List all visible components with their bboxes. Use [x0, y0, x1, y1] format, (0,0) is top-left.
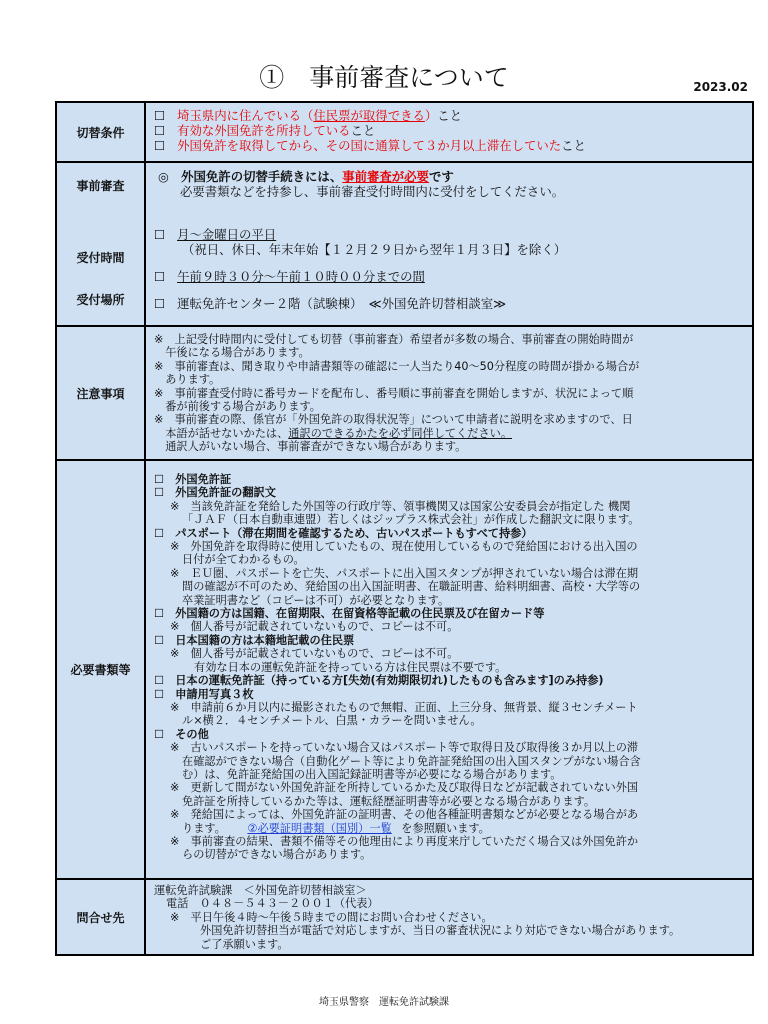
days-note: （祝日、休日、年末年始【１２月２９日から翌年１月３日】を除く） [182, 242, 567, 257]
note-line: ※ 上記受付時間内に受付しても切替（事前審査）希望者が多数の場合、事前審査の開始時間が [154, 333, 634, 346]
note-line: あります。 [154, 373, 221, 387]
info-table [55, 101, 754, 956]
note-line: 午後になる場合があります。 [154, 346, 310, 360]
contact-line: ご了承願います。 [200, 937, 289, 951]
condition-item: ☐ 外国免許を取得してから、その国に通算して３か月以上滞在していたこと [154, 138, 586, 153]
doc-line: ☐ その他 [154, 727, 209, 741]
note-line: 番が前後する場合があります。 [154, 400, 321, 414]
checkbox-icon: ☐ [154, 227, 166, 242]
documents-row [56, 460, 753, 879]
page-title: ① 事前審査について [259, 63, 509, 92]
doc-line: ☐ 日本の運転免許証（持っている方[失効(有効期限切れ)したものも含みます]のみ持参) [154, 674, 604, 688]
contact-body [145, 879, 753, 955]
doc-line: ☐ 外国免許証 [154, 473, 232, 486]
doc-line: 卒業証明書など（コピーは不可）が必要となります。 [182, 593, 450, 607]
hours-line: ☐ 午前９時３０分～午前１０時００分までの間 [154, 269, 425, 284]
document-date: 2023.02 [693, 80, 748, 94]
prescreen-heading: ◎ 外国免許の切替手続きには、事前審査が必要です [158, 169, 454, 184]
contact-line: 外国免許切替担当が電話で対応しますが、当日の審査状況により対応できない場合があります。 [200, 924, 681, 938]
note-line: 本語が話せないかたは、通訳のできるかたを必ず同伴してください。 [154, 426, 513, 440]
certificate-list-link[interactable]: ②必要証明書類（国別）一覧 [247, 821, 392, 835]
doc-line: ル×横２．４センチメートル、白黒・カラーを問いません。 [182, 714, 482, 728]
doc-line: ります。 ②必要証明書類（国別）一覧 を参照願います。 [182, 821, 490, 835]
doc-line: 有効な日本の運転免許証を持っている方は住民票は不要です。 [194, 660, 507, 674]
conditions-body [145, 102, 753, 162]
notes-label: 注意事項 [56, 326, 145, 460]
doc-line: ※ 古いパスポートを持っていない場合又はパスポート等で取得日及び取得後３か月以上の滞 [170, 741, 639, 755]
doc-line: ※ 当該免許証を発給した外国等の行政庁等、領事機関又は国家公安委員会が指定した 機関 [170, 499, 631, 513]
contact-line: ※ 平日午後４時～午後５時までの間にお問い合わせください。 [170, 910, 493, 924]
contact-line: 運転免許試験課 ＜外国免許切替相談室＞ [154, 884, 367, 897]
prescreen-body [145, 162, 753, 326]
conditions-row [56, 102, 753, 162]
footer-issuer: 埼玉県警察 運転免許試験課 [319, 997, 449, 1008]
doc-line: ☐ 日本国籍の方は本籍地記載の住民票 [154, 633, 355, 647]
checkbox-icon: ☐ [154, 123, 166, 138]
doc-line: ※ 個人番号が記載されていないもので、コピーは不可。 [170, 620, 459, 634]
doc-line: 間の確認が不可のため、発給国の出入国証明書、在職証明書、給料明細書、高校・大学等の [182, 580, 641, 594]
doc-line: ※ 個人番号が記載されていないもので、コピーは不可。 [170, 647, 459, 661]
contact-label: 問合せ先 [56, 879, 145, 955]
place-label: 受付場所 [76, 293, 125, 307]
documents-body [145, 460, 753, 879]
checkbox-icon: ☐ [154, 296, 166, 311]
notes-body [145, 326, 753, 460]
note-line: 通訳人がいない場合、事前審査ができない場合があります。 [154, 440, 467, 454]
days-line: ☐ 月～金曜日の平日 [154, 227, 277, 242]
doc-line: ※ 外国免許を取得時に使用していたもの、現在使用しているもので発給国における出入国の [170, 540, 638, 554]
checkbox-icon: ☐ [154, 108, 166, 123]
doc-line: 免許証を所持しているかた等は、運転経歴証明書等が必要となる場合があります。 [182, 794, 596, 808]
note-line: ※ 事前審査は、聞き取りや申請書類等の確認に一人当たり40～50分程度の時間が掛かる場合が [154, 359, 640, 373]
doc-line: ☐ 外国免許証の翻訳文 [154, 486, 276, 500]
notes-row [56, 326, 753, 460]
doc-line: らの切替ができない場合があります。 [182, 848, 372, 862]
prescreen-label-cell [56, 162, 145, 326]
doc-line: ☐ 外国籍の方は国籍、在留期限、在留資格等記載の住民票及び在留カード等 [154, 607, 545, 621]
doc-line: ※ 申請前６か月以内に撮影されたもので無帽、正面、上三分身、無背景、縦３センチメート [170, 700, 638, 714]
note-line: ※ 事前審査受付時に番号カードを配布し、番号順に事前審査を開始しますが、状況によって順 [154, 386, 634, 400]
prescreen-sub: 必要書類などを持参し、事前審査受付時間内に受付をしてください。 [180, 184, 565, 199]
doc-line: ※ 更新して間がない外国免許証を所持しているかた及び取得日などが記載されていない外国 [170, 781, 639, 795]
doc-line: ☐ パスポート（滞在期間を確認するため、古いパスポートもすべて持参） [154, 526, 533, 540]
checkbox-icon: ☐ [154, 269, 166, 284]
place-line: ☐ 運転免許センター２階（試験棟） ≪外国免許切替相談室≫ [154, 296, 507, 311]
checkbox-icon: ☐ [154, 138, 166, 153]
prescreen-row [56, 162, 753, 326]
doc-line: ※ 事前審査の結果、書類不備等その他理由により再度来庁していただく場合又は外国免許か [170, 834, 639, 848]
note-line: ※ 事前審査の際、係官が「外国免許の取得状況等」について申請者に説明を求めますので、日 [154, 413, 633, 427]
contact-phone: 電話 ０４８－５４３－２００１（代表） [166, 897, 379, 911]
documents-label: 必要書類等 [56, 460, 145, 879]
doc-line: ☐ 申請用写真３枚 [154, 687, 254, 701]
doc-line: ※ ＥＵ圏、パスポートを亡失、パスポートに出入国スタンプが押されていない場合は滞在期 [170, 566, 639, 580]
doc-line: 日付が全てわかるもの。 [182, 553, 305, 567]
prescreen-label: 事前審査 [76, 179, 125, 193]
time-label: 受付時間 [76, 251, 125, 265]
contact-row [56, 879, 753, 955]
doc-line: 「ＪＡＦ（日本自動車連盟）若しくはジップラス株式会社」が作成した翻訳文に限ります。 [182, 513, 640, 527]
doc-line: む）は、免許証発給国の出入国記録証明書等が必要になる場合があります。 [182, 767, 562, 781]
doc-line: ※ 発給国によっては、外国免許証の証明書、その他各種証明書類などが必要となる場合があ [170, 808, 639, 822]
condition-item: ☐ 埼玉県内に住んでいる（住民票が取得できる）こと [154, 108, 463, 123]
conditions-label: 切替条件 [56, 102, 145, 162]
condition-item: ☐ 有効な外国免許を所持していること [154, 123, 376, 138]
doc-line: 在確認ができない場合（自動化ゲート等により免許証発給国の出入国スタンプがない場合含 [182, 754, 641, 768]
double-circle-icon: ◎ [158, 169, 169, 184]
